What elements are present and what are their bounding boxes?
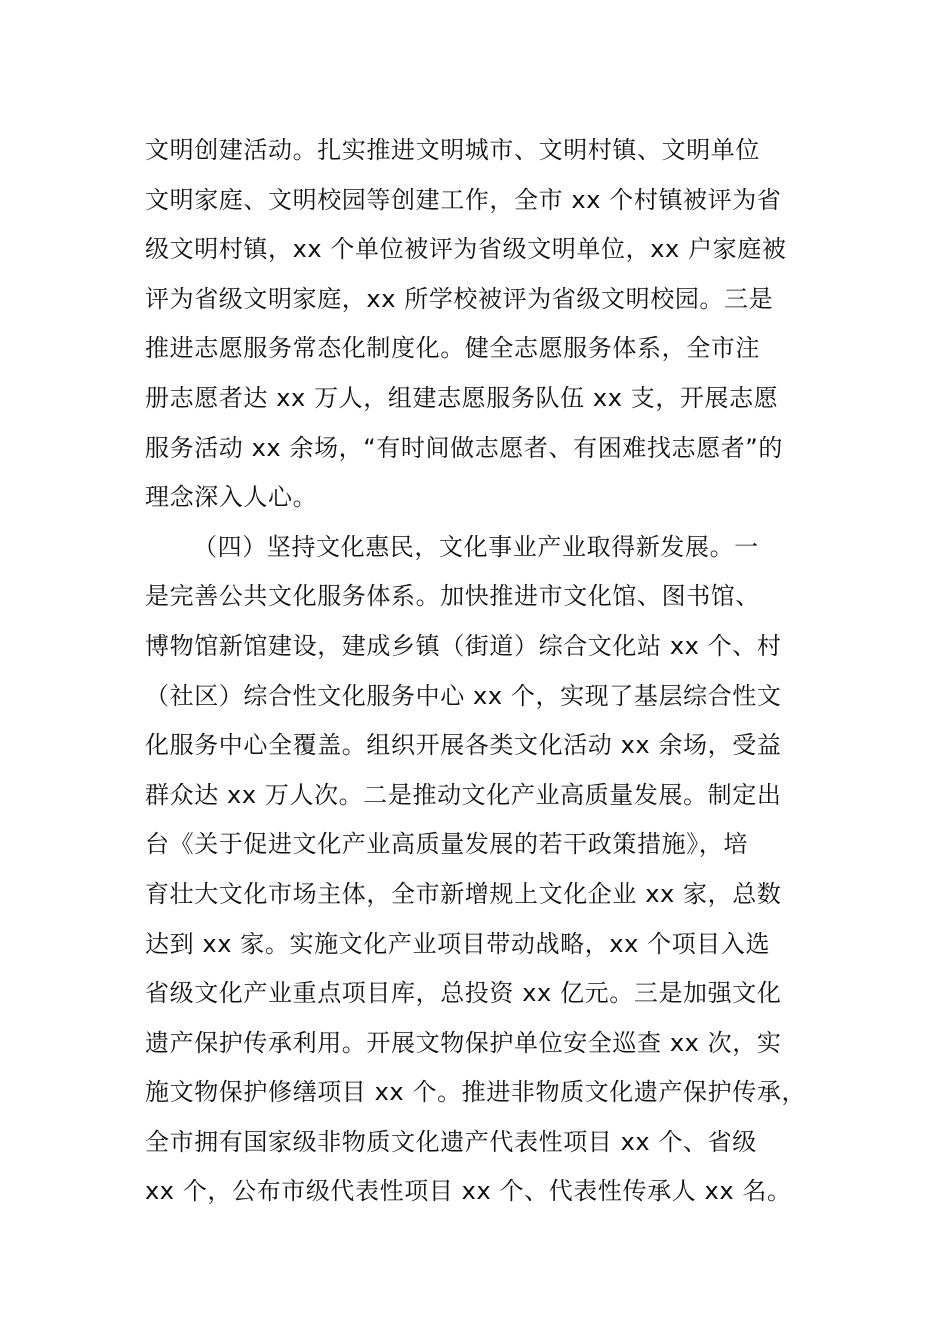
text-line: xx 个，公布市级代表性项目 xx 个、代表性传承人 xx 名。 (145, 1177, 792, 1206)
text-line: 台《关于促进文化产业高质量发展的若干政策措施》，培 (145, 830, 748, 859)
text-line: 册志愿者达 xx 万人，组建志愿服务队伍 xx 支，开展志愿 (145, 383, 779, 412)
text-line: （社区）综合性文化服务中心 xx 个，实现了基层综合性文 (145, 681, 782, 710)
text-line: 服务活动 xx 余场，“有时间做志愿者、有困难找志愿者”的 (145, 433, 783, 462)
text-line: 全市拥有国家级非物质文化遗产代表性项目 xx 个、省级 (145, 1127, 757, 1156)
text-line: 文明家庭、文明校园等创建工作，全市 xx 个村镇被评为省 (145, 185, 782, 214)
text-line: 施文物保护修缮项目 xx 个。推进非物质文化遗产保护传承， (145, 1078, 807, 1107)
section-heading-line: （四）坚持文化惠民，文化事业产业取得新发展。一 (193, 532, 759, 561)
text-line: 博物馆新馆建设，建成乡镇（街道）综合文化站 xx 个、村 (145, 631, 782, 660)
text-line: 文明创建活动。扎实推进文明城市、文明村镇、文明单位 (145, 136, 760, 164)
text-line: 育壮大文化市场主体，全市新增规上文化企业 xx 家，总数 (145, 879, 782, 908)
text-line: 化服务中心全覆盖。组织开展各类文化活动 xx 余场，受益 (145, 731, 782, 760)
text-line: 是完善公共文化服务体系。加快推进市文化馆、图书馆、 (145, 582, 760, 611)
body-text (145, 126, 845, 1217)
text-line: 达到 xx 家。实施文化产业项目带动战略，xx 个项目入选 (145, 929, 771, 958)
text-line: 群众达 xx 万人次。二是推动文化产业高质量发展。制定出 (145, 780, 782, 809)
text-line: 评为省级文明家庭，xx 所学校被评为省级文明校园。三是 (145, 284, 774, 313)
text-line: 推进志愿服务常态化制度化。健全志愿服务体系，全市注 (145, 334, 760, 363)
text-line: 理念深入人心。 (145, 483, 318, 512)
text-line: 省级文化产业重点项目库，总投资 xx 亿元。三是加强文化 (145, 979, 782, 1008)
text-line: 遗产保护传承利用。开展文物保护单位安全巡查 xx 次，实 (145, 1028, 782, 1057)
text-line: 级文明村镇，xx 个单位被评为省级文明单位，xx 户家庭被 (145, 235, 787, 264)
